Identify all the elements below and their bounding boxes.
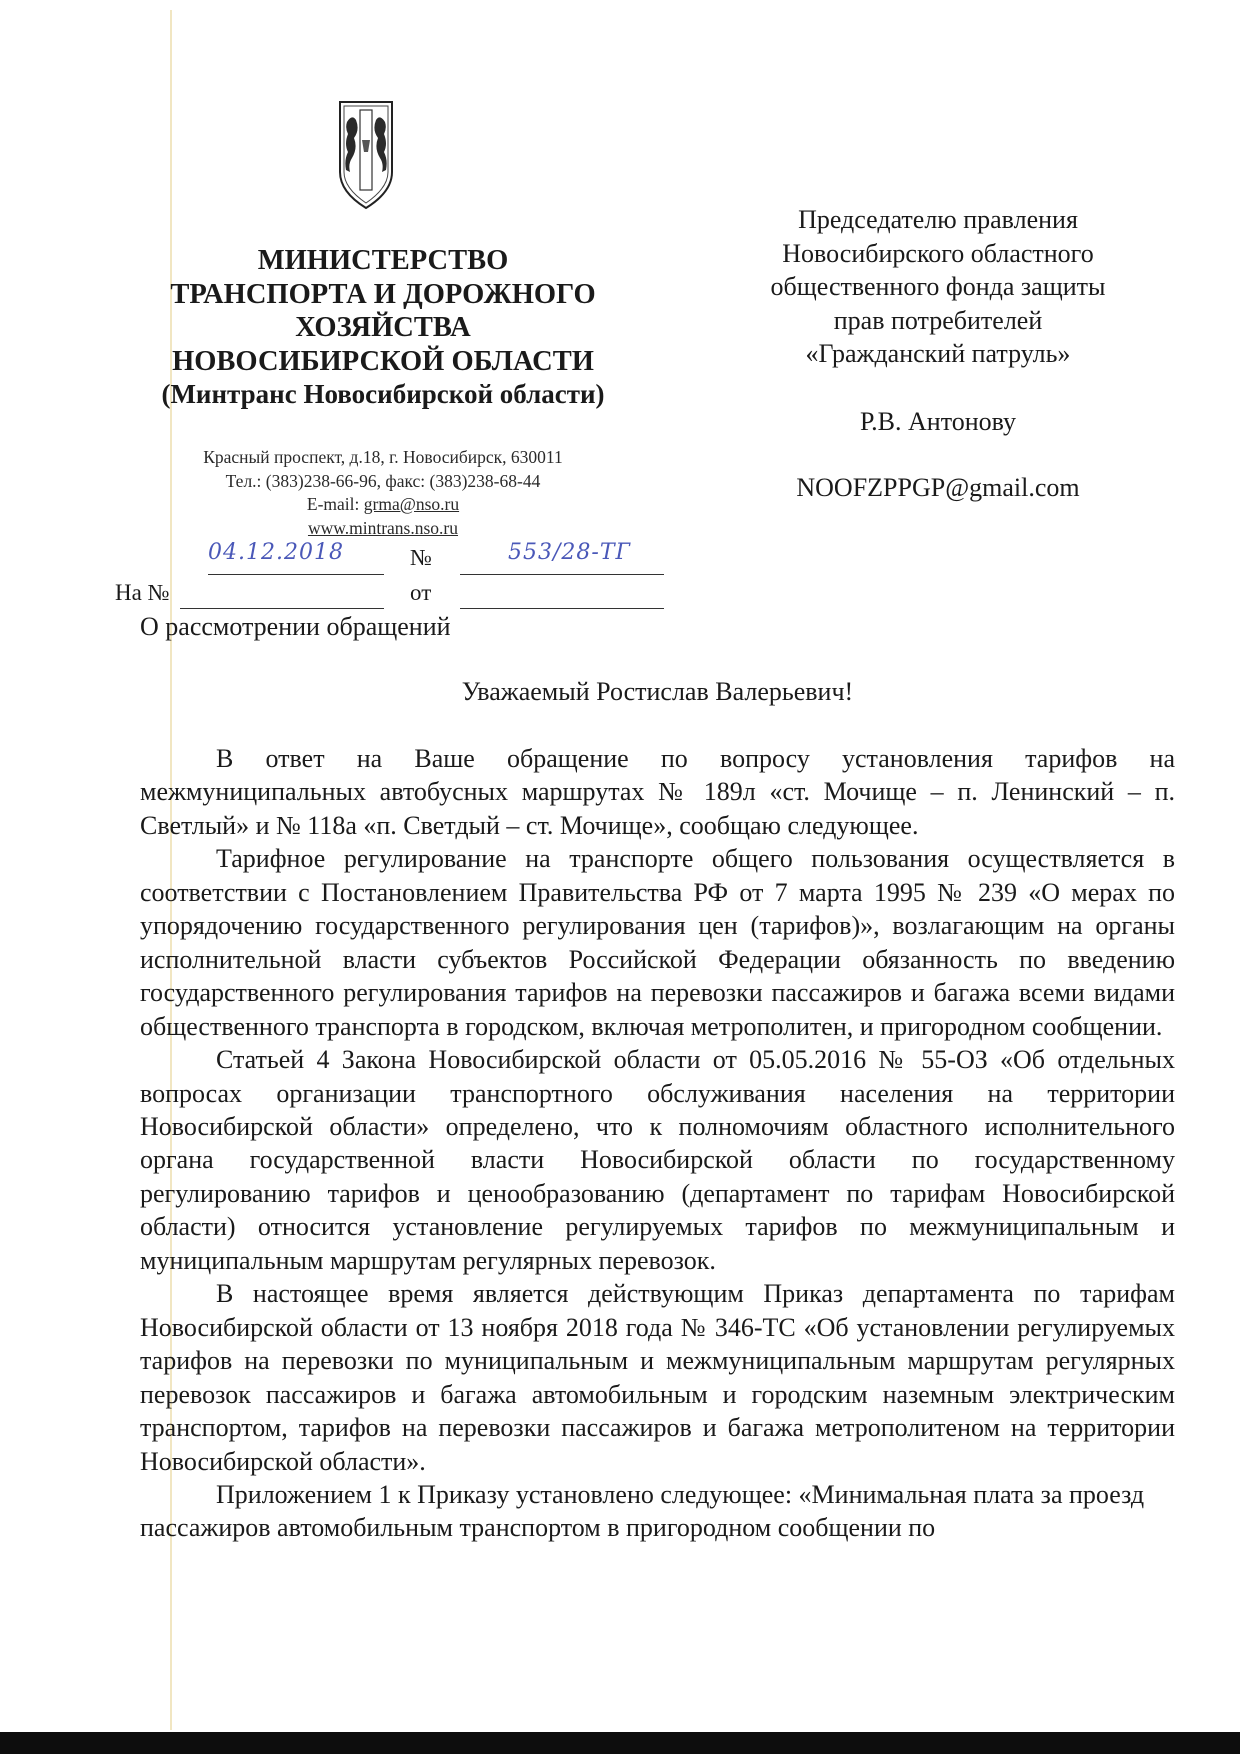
ministry-line-2: ТРАНСПОРТА И ДОРОЖНОГО: [170, 278, 596, 310]
recipient-line-3: общественного фонда защиты: [770, 272, 1106, 301]
paragraph-3: Статьей 4 Закона Новосибирской области от 05.05.2016 № 55-ОЗ «Об отдельных вопросах организации транспортного обслуживания населения на территории Новосибирской области» определено, что к полномочиям областного исполнительного органа государственной власти Новосибирской области по государственному регулированию тарифов и ценообразованию (департамент по тарифам Новосибирской области) относится установление регулируемых тарифов по межмуниципальным и муниципальным маршрутам регулярных перевозок.: [140, 1045, 1175, 1275]
recipient-line-1: Председателю правления: [798, 205, 1078, 234]
from-label: от: [410, 580, 432, 605]
paragraph-1: В ответ на Ваше обращение по вопросу установления тарифов на межмуниципальных автобусных маршрутах № 189л «ст. Мочище – п. Ленинский – п. Светлый» и № 118а «п. Светдый – ст. Мочище», сообщаю следующее.: [140, 744, 1175, 840]
handwritten-date: 04.12.2018: [208, 540, 344, 565]
letter-body: [140, 742, 1175, 1545]
ministry-line-3: ХОЗЯЙСТВА: [295, 312, 471, 343]
phone-fax: Тел.: (383)238-66-96, факс: (383)238-68-44: [225, 470, 541, 491]
recipient-line-4: прав потребителей: [833, 305, 1043, 335]
scan-bottom-edge: [0, 1732, 1240, 1754]
paragraph-4: В настоящее время является действующим Приказ департамента по тарифам Новосибирской области от 13 ноября 2018 года № 346-ТС «Об установлении регулируемых тарифов на перевозки по муниципальным и межмуниципальным маршрутам регулярных перевозок пассажиров и багажа автомобильным и городским наземным электрическим транспортом, тарифов на перевозки пассажиров и багажа метрополитеном на территории Новосибирской области».: [140, 1279, 1175, 1476]
handwritten-number: 553/28-ТГ: [508, 540, 632, 565]
number-label: №: [410, 545, 432, 570]
recipient-email: NOOFZPPGP@gmail.com: [796, 473, 1080, 502]
paragraph-5: Приложением 1 к Приказу установлено следующее: «Минимальная плата за проезд пассажиров автомобильным транспортом в пригородном сообщении по: [140, 1479, 1145, 1543]
ministry-contacts: [118, 446, 648, 540]
email-label: E-mail:: [306, 494, 364, 514]
recipient-line-5: «Гражданский патруль»: [805, 339, 1071, 368]
recipient-spacer: [708, 371, 1168, 405]
email-line: [118, 493, 648, 517]
coat-of-arms-emblem: [336, 100, 396, 212]
recipient-spacer-2: [708, 438, 1168, 471]
address: Красный проспект, д.18, г. Новосибирск, 630011: [203, 447, 563, 467]
recipient-name: Р.В. Антонову: [859, 406, 1017, 436]
date-blank: [208, 574, 384, 575]
website-link[interactable]: www.mintrans.nso.ru: [307, 517, 459, 538]
number-blank: [460, 574, 664, 575]
reference-label: На №: [115, 580, 170, 605]
greeting: Уважаемый Ростислав Валерьевич!: [461, 677, 854, 706]
reference-blank: [180, 608, 384, 609]
ministry-line-1: МИНИСТЕРСТВО: [257, 245, 509, 276]
email-link[interactable]: grma@nso.ru: [363, 494, 460, 514]
recipient-block: [708, 203, 1168, 505]
letter-subject: О рассмотрении обращений: [140, 612, 451, 641]
ministry-short-name: (Минтранс Новосибирской области): [161, 379, 605, 409]
recipient-line-2: Новосибирского областного: [782, 238, 1094, 268]
paragraph-2: Тарифное регулирование на транспорте общего пользования осуществляется в соответствии с Постановлением Правительства РФ от 7 марта 1995 № 239 «О мерах по упорядочению государственного регулирования цен (тарифов)», возлагающим на органы исполнительной власти субъектов Российской Федерации обязанность по введению государственного регулирования тарифов на перевозки пассажиров и багажа всеми видами общественного транспорта в городском, включая метрополитен, и пригородном сообщении.: [140, 844, 1175, 1041]
ministry-header: [118, 244, 648, 412]
ministry-line-4: НОВОСИБИРСКОЙ ОБЛАСТИ: [172, 345, 594, 377]
from-blank: [460, 608, 664, 609]
